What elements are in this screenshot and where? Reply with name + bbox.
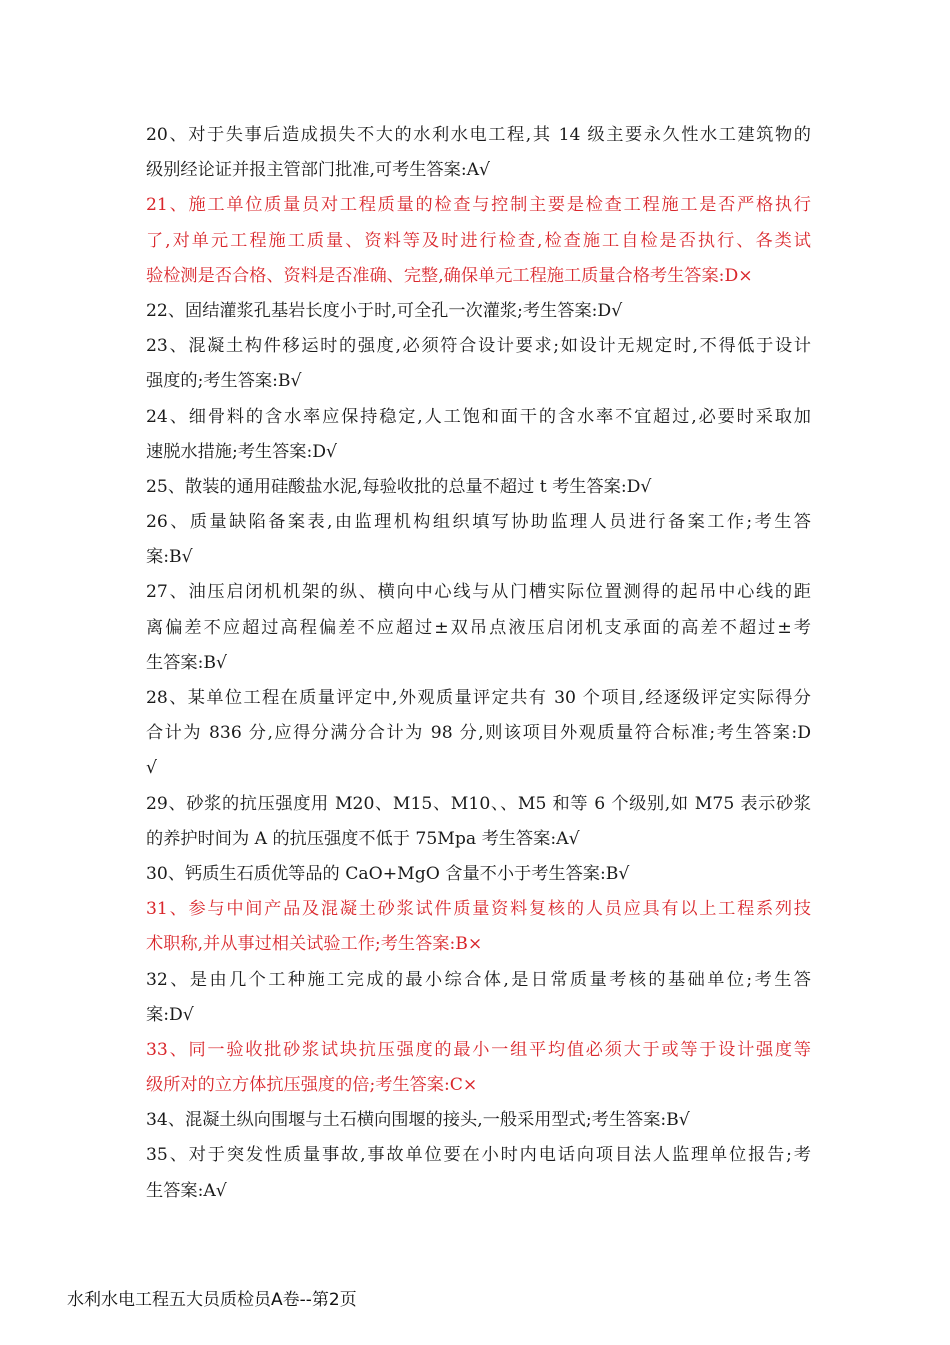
page-footer: 水利水电工程五大员质检员A卷--第2页 xyxy=(67,1290,357,1310)
question-item xyxy=(146,575,811,681)
question-line: 33、同一验收批砂浆试块抗压强度的最小一组平均值必须大于或等于设计强度等 xyxy=(146,1039,811,1060)
question-line: 32、是由几个工种施工完成的最小综合体,是日常质量考核的基础单位;考生答 xyxy=(146,969,811,990)
question-line: 34、混凝土纵向围堰与土石横向围堰的接头,一般采用型式;考生答案:B√ xyxy=(146,1110,690,1131)
question-item xyxy=(146,505,811,575)
question-item xyxy=(146,681,811,787)
question-line: 级所对的立方体抗压强度的倍;考生答案:C× xyxy=(146,1075,478,1096)
question-item xyxy=(146,1103,811,1138)
question-line: 强度的;考生答案:B√ xyxy=(146,371,302,392)
question-line: 生答案:B√ xyxy=(146,652,227,673)
question-item xyxy=(146,963,811,1033)
question-line: 27、油压启闭机机架的纵、横向中心线与从门槽实际位置测得的起吊中心线的距 xyxy=(146,582,811,603)
question-item xyxy=(146,329,811,399)
question-line: 28、某单位工程在质量评定中,外观质量评定共有 30 个项目,经逐级评定实际得分 xyxy=(146,688,811,708)
question-line: 21、施工单位质量员对工程质量的检查与控制主要是检查工程施工是否严格执行 xyxy=(146,195,811,216)
question-line: 合计为 836 分,应得分满分合计为 98 分,则该项目外观质量符合标准;考生答案:D xyxy=(146,723,811,744)
question-line: 30、钙质生石质优等品的 CaO+MgO 含量不小于考生答案:B√ xyxy=(146,863,630,884)
question-item xyxy=(146,857,811,892)
question-line: 31、参与中间产品及混凝土砂浆试件质量资料复核的人员应具有以上工程系列技 xyxy=(146,899,811,920)
question-item xyxy=(146,470,811,505)
question-line: √ xyxy=(146,758,157,779)
question-item xyxy=(146,118,811,188)
question-line: 术职称,并从事过相关试验工作;考生答案:B× xyxy=(146,934,483,955)
question-line: 的养护时间为 A 的抗压强度不低于 75Mpa 考生答案:A√ xyxy=(146,828,580,849)
question-item xyxy=(146,1033,811,1103)
question-line: 验检测是否合格、资料是否准确、完整,确保单元工程施工质量合格考生答案:D× xyxy=(146,265,753,286)
question-line: 了,对单元工程施工质量、资料等及时进行检查,检查施工自检是否执行、各类试 xyxy=(146,230,811,251)
question-item xyxy=(146,787,811,857)
question-line: 离偏差不应超过高程偏差不应超过±双吊点液压启闭机支承面的高差不超过±考 xyxy=(146,617,811,638)
question-line: 23、混凝土构件移运时的强度,必须符合设计要求;如设计无规定时,不得低于设计 xyxy=(146,336,811,357)
question-item xyxy=(146,294,811,329)
question-item xyxy=(146,400,811,470)
question-line: 26、质量缺陷备案表,由监理机构组织填写协助监理人员进行备案工作;考生答 xyxy=(146,512,811,533)
question-line: 20、对于失事后造成损失不大的水利水电工程,其 14 级主要永久性水工建筑物的 xyxy=(146,125,811,145)
question-item xyxy=(146,892,811,962)
question-line: 25、散装的通用硅酸盐水泥,每验收批的总量不超过 t 考生答案:D√ xyxy=(146,476,652,497)
question-line: 35、对于突发性质量事故,事故单位要在小时内电话向项目法人监理单位报告;考 xyxy=(146,1145,811,1166)
question-item xyxy=(146,1138,811,1208)
question-line: 案:B√ xyxy=(146,547,193,568)
question-line: 速脱水措施;考生答案:D√ xyxy=(146,441,338,462)
question-line: 29、砂浆的抗压强度用 M20、M15、M10、、M5 和等 6 个级别,如 M75 表示砂浆 xyxy=(146,793,811,814)
question-line: 级别经论证并报主管部门批准,可考生答案:A√ xyxy=(146,160,490,181)
question-item xyxy=(146,188,811,294)
question-line: 案:D√ xyxy=(146,1004,194,1025)
question-line: 生答案:A√ xyxy=(146,1180,227,1201)
question-list xyxy=(146,118,811,1209)
question-line: 24、细骨料的含水率应保持稳定,人工饱和面干的含水率不宜超过,必要时采取加 xyxy=(146,406,811,427)
question-line: 22、固结灌浆孔基岩长度小于时,可全孔一次灌浆;考生答案:D√ xyxy=(146,300,623,321)
